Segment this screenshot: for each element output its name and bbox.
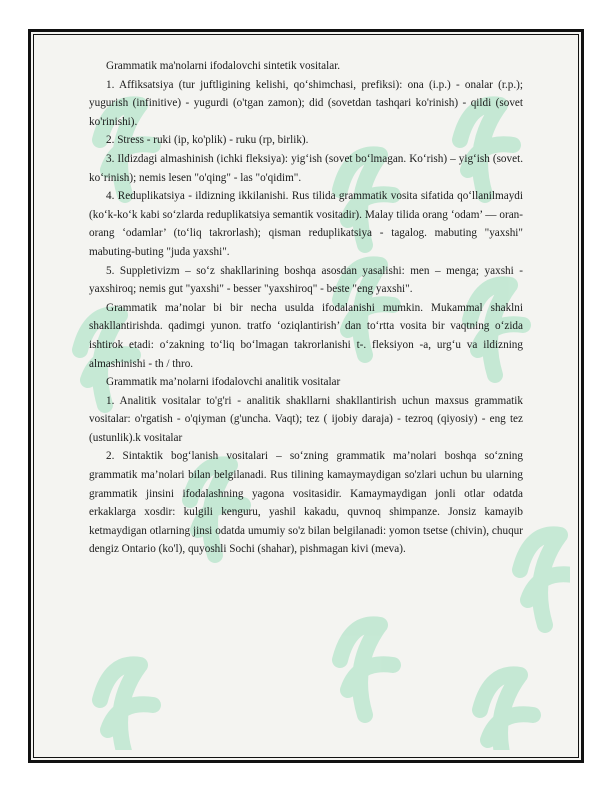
paragraph-affixation: 1. Affiksatsiya (tur juftligining kelishi, qo‘shimchasi, prefiksi): ona (i.p.) - onalar (r.p.); yugurish (infinitive) - yugurdi (o'tgan zamon); did (sovetdan tashqari ko'rinish) - qildi (sovet ko'rinishi). — [89, 78, 523, 128]
document-body — [89, 57, 523, 559]
paragraph-internal-flexion: 3. Ildizdagi almashinish (ichki fleksiya): yig‘ish (sovet bo‘lmagan. Ko‘rish) – yig‘ish (sovet. ko‘rinish); nemis lesen "o'qing" - las "o'qidim". — [89, 152, 523, 184]
paragraph-heading-analytic: Grammatik ma’nolarni ifodalovchi analitik vositalar — [106, 376, 341, 389]
paragraph-combined-means: Grammatik ma’nolar bi bir necha usulda ifodalanishi mumkin. Mukammal shaklni shakllantirishda. qadimgi yunon. tratfo ‘oziqlantirish’ dan to‘rtta vosita bir vaqtning o‘zida ishtirok etadi: o‘zakning to‘liq bo‘lmagan takrorlanishi t-. fleksiyon -a, urg‘u va ildizning almashinishi - th / thro. — [89, 301, 523, 370]
paragraph-syntactic-means: 2. Sintaktik bog‘lanish vositalari – so‘zning grammatik ma’nolari boshqa so‘zning grammatik ma’nolari bilan belgilanadi. Rus tilining kamaymaydigan so'zlari uchun bu ularning grammatik jinsini ifodalashning yagona vositasidir. Kamaymaydigan jonli otlar odatda erkaklarga xosdir: kulgili kenguru, yashil kakadu, quvnoq shimpanze. Jonsiz kamayib ketmaydigan otlarning jinsi odatda umumiy so'z bilan belgilanadi: yomon tsetse (chivin), chuqur dengiz Ontario (ko'l), quyoshli Sochi (shahar), pishmagan kivi (meva). — [89, 450, 523, 556]
paragraph-reduplication: 4. Reduplikatsiya - ildizning ikkilanishi. Rus tilida grammatik vosita sifatida qo‘llanilmaydi (ko‘k-ko‘k kabi so‘zlarda reduplikatsiya semantik vositadir). Malay tilida orang ‘odam’ — oran-orang ‘odamlar’ (to‘liq takrorlash); qisman reduplikatsiya - tagalog. mabuting "yaxshi" mabuting-buting "juda yaxshi". — [89, 190, 523, 258]
paragraph-stress: 2. Stress - ruki (ip, ko'plik) - ruku (rp, birlik). — [106, 134, 309, 147]
paragraph-suppletivism: 5. Suppletivizm – so‘z shakllarining boshqa asosdan yasalishi: men – menga; yaxshi - yaxshiroq; nemis gut "yaxshi" - besser "yaxshiroq" - beste "eng yaxshi". — [89, 264, 523, 296]
paragraph-heading-synthetic: Grammatik ma'nolarni ifodalovchi sintetik vositalar. — [106, 60, 341, 72]
paragraph-analytic-means: 1. Analitik vositalar to'g'ri - analitik shakllarni shakllantirish uchun maxsus grammatik vositalar: o'rgatish - o'qiyman (g'uncha. Vaqt); tez ( ijobiy daraja) - tezroq (qiyosiy) - eng tez (ustunlik).k vositalar — [89, 394, 523, 444]
